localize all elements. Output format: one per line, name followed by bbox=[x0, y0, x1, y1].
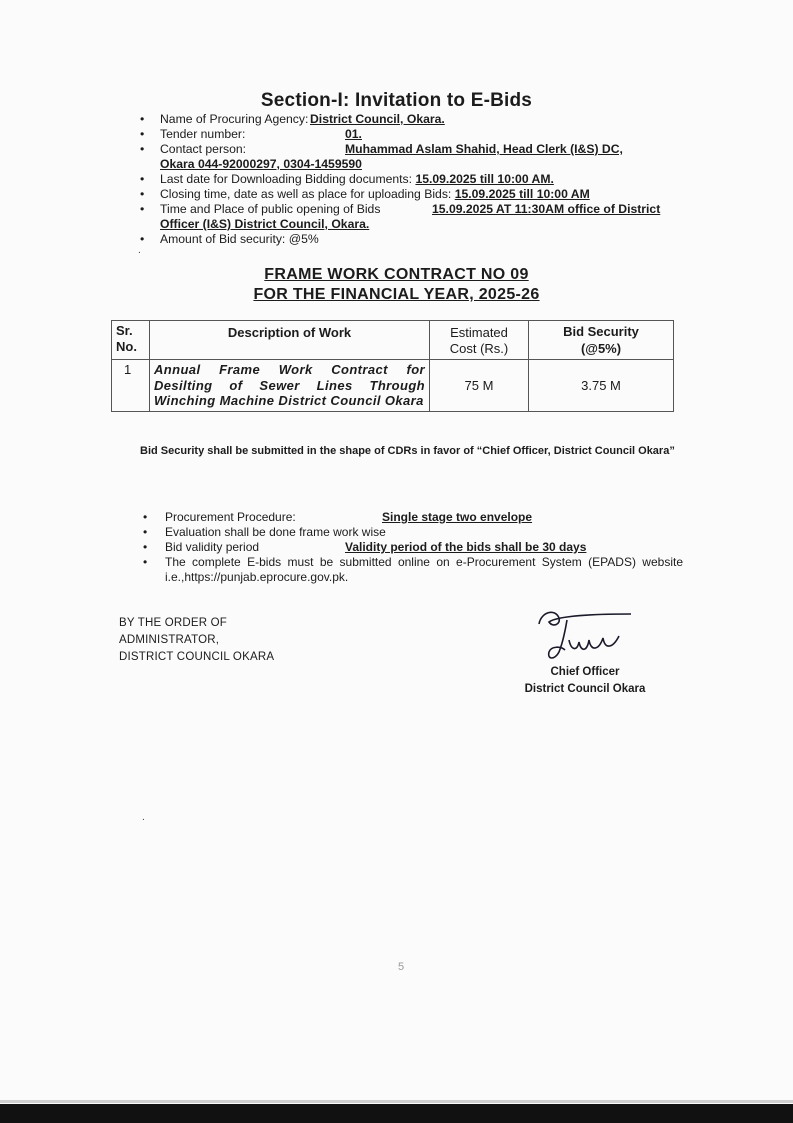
opening-value-line1: 15.09.2025 AT 11:30AM office of District bbox=[432, 202, 661, 216]
row-description: Annual Frame Work Contract for Desilting of Sewer Lines Through Winching Machine District Council Okara bbox=[150, 360, 430, 412]
validity-item bbox=[143, 540, 683, 555]
contact-item bbox=[140, 142, 685, 172]
agency-label: Name of Procuring Agency: bbox=[160, 112, 309, 126]
evaluation-text: Evaluation shall be done frame work wise bbox=[165, 525, 386, 539]
procurement-label: Procurement Procedure: bbox=[165, 510, 296, 524]
tender-item bbox=[140, 127, 685, 142]
order-line3: DISTRICT COUNCIL OKARA bbox=[119, 651, 275, 663]
tender-info-list bbox=[140, 112, 685, 247]
download-value: 15.09.2025 till 10:00 AM. bbox=[415, 172, 554, 186]
closing-value: 15.09.2025 till 10:00 AM bbox=[454, 187, 590, 201]
order-line1: BY THE ORDER OF bbox=[119, 617, 228, 629]
scan-speck: . bbox=[142, 812, 145, 823]
download-item bbox=[140, 172, 685, 187]
procurement-value: Single stage two envelope bbox=[382, 510, 533, 524]
header-cost-line1: Estimated bbox=[450, 325, 508, 340]
row-bid-security: 3.75 M bbox=[529, 360, 674, 412]
header-description: Description of Work bbox=[150, 321, 430, 360]
agency-item bbox=[140, 112, 685, 127]
signatory-block bbox=[500, 664, 670, 698]
tender-value: 01. bbox=[345, 127, 362, 141]
row-cost: 75 M bbox=[430, 360, 529, 412]
bid-security-note: Bid Security shall be submitted in the shape of CDRs in favor of “Chief Officer, District Council Okara” bbox=[140, 445, 675, 457]
agency-value: District Council, Okara. bbox=[310, 112, 445, 126]
validity-label: Bid validity period bbox=[165, 540, 260, 554]
validity-value: Validity period of the bids shall be 30 days bbox=[345, 540, 587, 554]
header-bid-security bbox=[529, 321, 674, 360]
header-sr bbox=[112, 321, 150, 360]
header-bid-line1: Bid Security bbox=[563, 324, 639, 339]
section-title: Section-I: Invitation to E-Bids bbox=[260, 90, 533, 111]
order-block bbox=[119, 615, 274, 666]
contact-value-line1: Muhammad Aslam Shahid, Head Clerk (I&S) DC, bbox=[345, 142, 623, 156]
table-header-row bbox=[112, 321, 674, 360]
contact-value-line2: Okara 044-92000297, 0304-1459590 bbox=[160, 157, 362, 171]
page-number: 5 bbox=[398, 961, 405, 973]
order-line2: ADMINISTRATOR, bbox=[119, 634, 220, 646]
epads-text: The complete E-bids must be submitted online on e-Procurement System (EPADS) website i.e.,https://punjab.eprocure.gov.pk. bbox=[165, 555, 683, 584]
epads-item bbox=[143, 555, 683, 585]
signature-image bbox=[533, 606, 643, 668]
scan-border bbox=[0, 1104, 793, 1123]
opening-item bbox=[140, 202, 685, 232]
contact-label: Contact person: bbox=[160, 142, 247, 156]
contract-heading: FRAME WORK CONTRACT NO 09 bbox=[264, 266, 529, 283]
header-sr-line2: No. bbox=[116, 339, 137, 354]
security-item bbox=[140, 232, 685, 247]
header-cost-line2: Cost (Rs.) bbox=[449, 341, 509, 356]
tender-label: Tender number: bbox=[160, 127, 246, 141]
closing-item bbox=[140, 187, 685, 202]
procedure-list bbox=[143, 510, 683, 585]
opening-value-line2: Officer (I&S) District Council, Okara. bbox=[160, 217, 370, 231]
header-bid-line2: (@5%) bbox=[580, 341, 622, 356]
download-label: Last date for Downloading Bidding documents: bbox=[160, 172, 413, 186]
scan-shadow bbox=[0, 1100, 793, 1103]
scan-speck: . bbox=[138, 245, 141, 256]
opening-label: Time and Place of public opening of Bids bbox=[160, 202, 381, 216]
closing-label: Closing time, date as well as place for uploading Bids: bbox=[160, 187, 452, 201]
row-sr: 1 bbox=[112, 360, 150, 412]
header-sr-line1: Sr. bbox=[116, 323, 133, 338]
procurement-item bbox=[143, 510, 683, 525]
signatory-office: District Council Okara bbox=[524, 683, 646, 695]
signatory-title: Chief Officer bbox=[550, 666, 620, 678]
evaluation-item bbox=[143, 525, 683, 540]
financial-year-heading: FOR THE FINANCIAL YEAR, 2025-26 bbox=[253, 286, 540, 303]
security-label: Amount of Bid security: @5% bbox=[160, 232, 319, 246]
table-row bbox=[112, 360, 674, 412]
header-cost bbox=[430, 321, 529, 360]
work-table bbox=[111, 320, 674, 412]
